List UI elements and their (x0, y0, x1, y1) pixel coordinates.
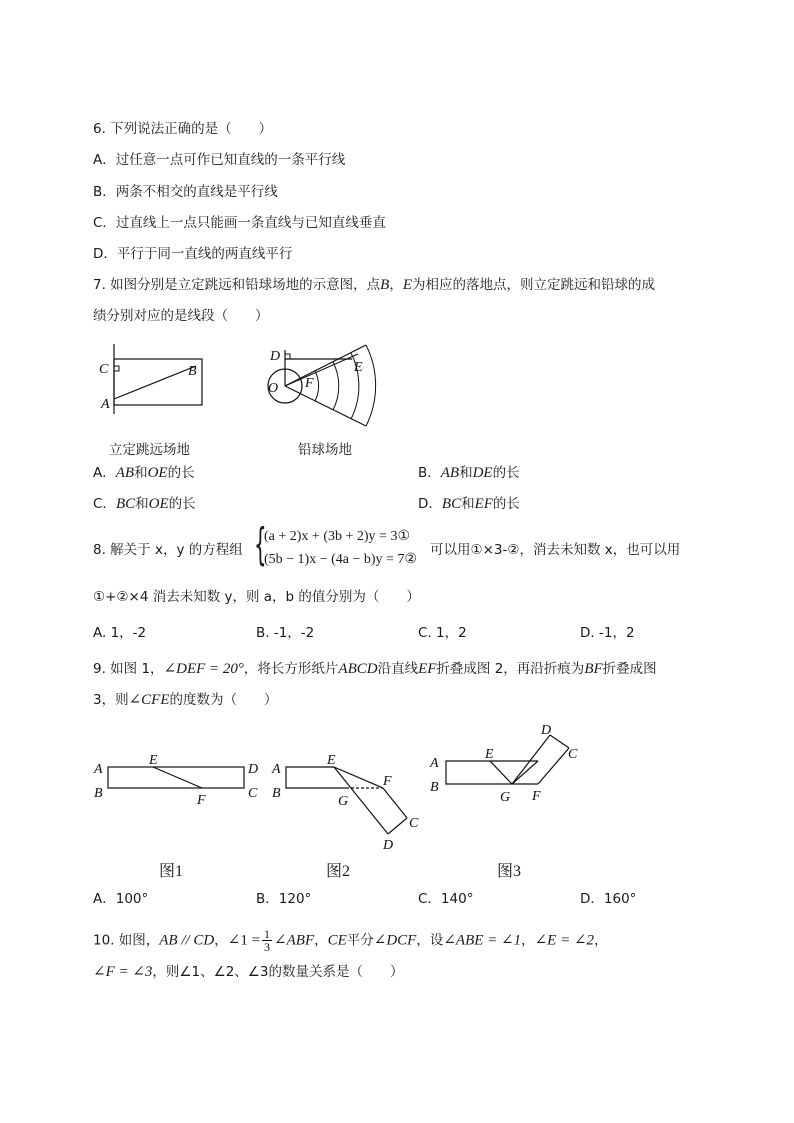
q7-option-b: B．AB和DE的长 (418, 465, 520, 481)
q10-stem: 10. 如图，AB // CD，∠1 = $\frac{1}{3}$ ∠ABF，CE平分∠DCF，设∠ABE = ∠1，∠E = ∠2， (93, 927, 608, 954)
q8-stem-line2: ①+②×4 消去未知数 y，则 a，b 的值分别为（ ） (93, 589, 420, 605)
fig2-label-f: F (383, 774, 392, 789)
q9-stem: 9. 如图 1，∠DEF = 20°，将长方形纸片ABCD沿直线EF折叠成图 2，再沿折痕为BF折叠成图 (93, 661, 657, 677)
q9-caption-3: 图3 (497, 863, 522, 880)
q6-option-a: A．过任意一点可作已知直线的一条平行线 (93, 152, 346, 168)
q8-eq2: (5b − 1)x − (4a − b)y = 7② (264, 552, 417, 567)
fig3-label-c: C (568, 747, 578, 762)
fig3-label-g: G (500, 790, 511, 805)
q9-option-b: B．120° (256, 891, 312, 907)
q7-shot-put-figure (262, 340, 382, 430)
fig2-label-e: E (327, 753, 336, 768)
q7-option-d: D．BC和EF的长 (418, 496, 520, 512)
q7-option-a: A．AB和OE的长 (93, 465, 195, 481)
fraction-one-third: $\frac{1}{3}$ (264, 927, 271, 954)
fig3-label-d: D (541, 723, 552, 738)
q8-option-a: A. 1，-2 (93, 625, 147, 641)
q9-caption-2: 图2 (326, 863, 351, 880)
fig3-label-b: B (430, 780, 439, 795)
q10-stem-line2: ∠F = ∠3，则∠1、∠2、∠3的数量关系是（ ） (93, 964, 404, 980)
q7-stem-line2: 绩分别对应的是线段（ ） (93, 308, 269, 324)
q6-stem: 6. 下列说法正确的是（ ） (93, 121, 273, 137)
fig3-label-f: F (532, 789, 541, 804)
q7-option-c: C．BC和OE的长 (93, 496, 196, 512)
label-d: D (270, 349, 281, 364)
fig2-label-d: D (383, 838, 394, 853)
fig1-label-a: A (94, 762, 103, 777)
fig3-label-e: E (485, 747, 494, 762)
q8-option-b: B. -1，-2 (256, 625, 315, 641)
q7-right-caption: 铅球场地 (298, 442, 352, 458)
label-c: C (99, 362, 109, 377)
q9-figure-3 (428, 718, 598, 808)
q9-caption-1: 图1 (159, 863, 184, 880)
q6-option-c: C．过直线上一点只能画一条直线与已知直线垂直 (93, 215, 386, 231)
label-b: B (188, 364, 197, 379)
fig1-label-f: F (197, 793, 206, 808)
q7-long-jump-figure (96, 340, 216, 420)
fig1-label-d: D (248, 762, 259, 777)
q8-stem-end: 可以用①×3-②，消去未知数 x，也可以用 (430, 542, 681, 558)
fig2-label-b: B (272, 786, 281, 801)
q7-left-caption: 立定跳远场地 (109, 442, 190, 458)
fig2-label-a: A (272, 762, 281, 777)
label-f: F (305, 376, 314, 391)
q9-figure-2 (268, 748, 438, 858)
label-a: A (101, 397, 110, 412)
q6-option-b: B．两条不相交的直线是平行线 (93, 184, 278, 200)
q8-option-d: D. -1，2 (580, 625, 635, 641)
label-e: E (354, 360, 363, 375)
fig1-label-b: B (94, 786, 103, 801)
q8-option-c: C. 1，2 (418, 625, 467, 641)
q9-option-c: C．140° (418, 891, 474, 907)
fig3-label-a: A (430, 756, 439, 771)
q8-equation-system (254, 519, 434, 572)
q7-stem: 7. 如图分别是立定跳远和铅球场地的示意图，点B，E为相应的落地点，则立定跳远和铅球的成 (93, 277, 656, 293)
q6-option-d: D．平行于同一直线的两直线平行 (93, 246, 293, 262)
q9-figure-1 (90, 748, 270, 808)
q9-option-a: A．100° (93, 891, 149, 907)
fig1-label-e: E (149, 753, 158, 768)
q9-stem-line2: 3，则∠CFE的度数为（ ） (93, 692, 278, 708)
q8-stem-start: 8. 解关于 x，y 的方程组 (93, 542, 243, 558)
label-o: O (268, 381, 279, 396)
q9-option-d: D．160° (580, 891, 637, 907)
fig2-label-c: C (409, 816, 419, 831)
brace-icon: { (254, 519, 267, 570)
fig1-label-c: C (248, 786, 258, 801)
q8-eq1: (a + 2)x + (3b + 2)y = 3① (264, 529, 410, 544)
fig2-label-g: G (338, 794, 349, 809)
